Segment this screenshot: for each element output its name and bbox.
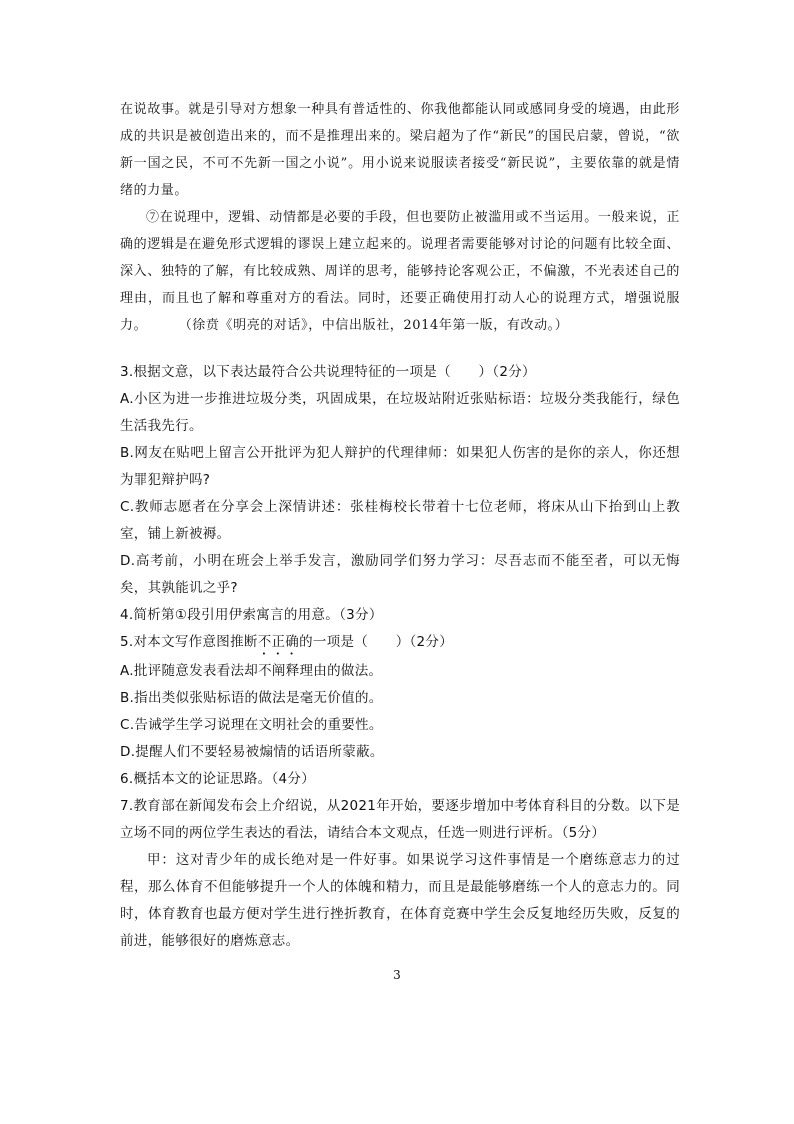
question-6: 6.概括本文的论证思路。（4分） <box>120 771 316 787</box>
question-4: 4.简析第①段引用伊索寓言的用意。（3分） <box>120 607 383 623</box>
passage-paragraph-7 <box>120 204 680 339</box>
passage-paragraph-6-end: 在说故事。就是引导对方想象一种具有普适性的、你我他都能认同或感同身受的境遇，由此形成的共识是被创造出来的，而不是推理出来的。梁启超为了作“新民”的国民启蒙，曾说，“欲新一国之民，不可不先新一国之小说”。用小说来说服读者接受“新民说”，主要依靠的就是情绪的力量。 <box>120 102 680 198</box>
question-5-option-b: B.指出类似张贴标语的做法是毫无价值的。 <box>120 690 383 706</box>
passage-paragraph-7-text: ⑦在说理中，逻辑、动情都是必要的手段，但也要防止被滥用或不当运用。一般来说，正确的逻辑是在避免形式逻辑的谬误上建立起来的。说理者需要能够对讨论的问题有比较全面、深入、独特的了解，有比较成熟、周详的思考，能够持论客观公正，不偏激，不光表述自己的理由，而且也了解和尊重对方的看法。同时，还要正确使用打动人心的说理方式，增强说服力。 <box>120 210 680 333</box>
question-3-option-d: D.高考前，小明在班会上举手发言，激励同学们努力学习：尽吾志而不能至者，可以无悔矣，其孰能讥之乎? <box>120 553 680 596</box>
question-5 <box>120 629 680 658</box>
question-5-text-before: 5.对本文写作意图推断 <box>120 634 258 650</box>
question-3-option-c: C.教师志愿者在分享会上深情讲述：张桂梅校长带着十七位老师，将床从山下抬到山上教室，铺上新被褥。 <box>120 499 680 542</box>
question-7-student-a-view: 甲：这对青少年的成长绝对是一件好事。如果说学习这件事情是一个磨练意志力的过程，那么体育不但能够提升一个人的体魄和精力，而且是最能够磨练一个人的意志力的。同时，体育教育也最方便对学生进行挫折教育，在体育竞赛中学生会反复地经历失败，反复的前进，能够很好的磨炼意志。 <box>120 852 680 949</box>
question-3-option-a: A.小区为进一步推进垃圾分类，巩固成果，在垃圾站附近张贴标语：垃圾分类我能行，绿色生活我先行。 <box>120 391 680 434</box>
question-5-emphasis: 不正确 <box>257 634 300 650</box>
question-section <box>120 359 680 955</box>
page-number: 3 <box>393 968 401 982</box>
question-7: 7.教育部在新闻发布会上介绍说，从2021年开始，要逐步增加中考体育科目的分数。以下是立场不同的两位学生表达的看法，请结合本文观点，任选一则进行评析。（5分） <box>120 798 680 841</box>
reading-passage <box>120 96 680 339</box>
question-5-option-c: C.告诫学生学习说理在文明社会的重要性。 <box>120 717 383 733</box>
question-5-text-after: 的一项是（ ）（2分） <box>299 634 454 650</box>
question-5-option-d: D.提醒人们不要轻易被煽情的话语所蒙蔽。 <box>120 744 384 760</box>
question-5-option-a: A.批评随意发表看法却不阐释理由的做法。 <box>120 663 383 679</box>
source-citation: （徐贲《明亮的对话》，中信出版社，2014年第一版，有改动。） <box>185 318 569 333</box>
question-3-option-b: B.网友在贴吧上留言公开批评为犯人辩护的代理律师：如果犯人伤害的是你的亲人，你还想为罪犯辩护吗? <box>120 445 680 488</box>
question-3: 3.根据文意，以下表达最符合公共说理特征的一项是（ ）（2分） <box>120 364 536 380</box>
